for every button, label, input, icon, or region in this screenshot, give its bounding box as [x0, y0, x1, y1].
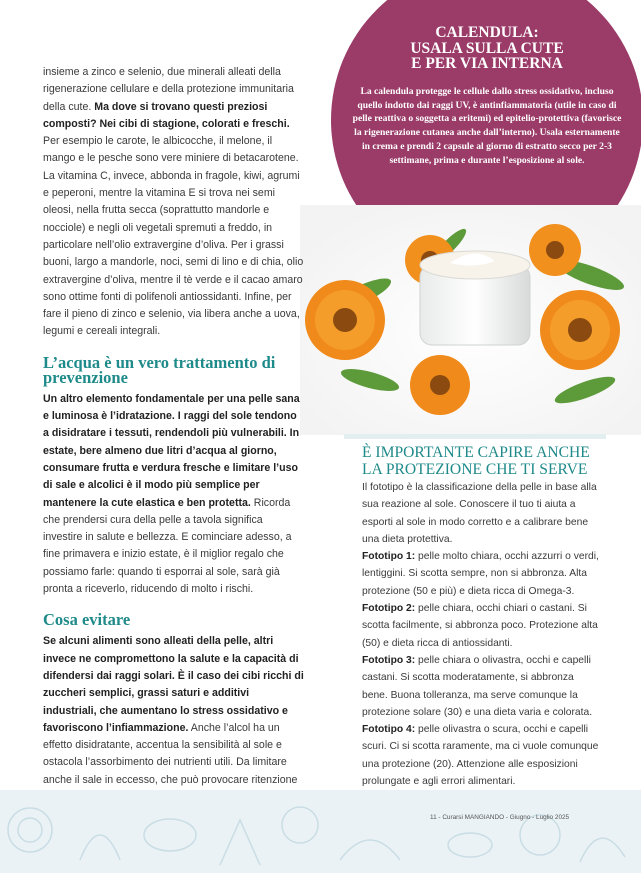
fototipo-4	[362, 721, 602, 790]
fototipo-3-label: Fototipo 3:	[362, 654, 416, 666]
paragraph-avoid-text: Anche l’alcol ha un effetto disidratante, accentua la sensibilità al sole e ostacola l’assorbimento dei nutrienti utili. Da limitare anche il sale in eccesso, che può provocare ritenzione	[43, 721, 298, 786]
fototipo-1-text: pelle molto chiara, occhi azzurri o verdi, lentiggini. Si scotta sempre, non si abbronza. Alta protezione (50 e più) e dieta ricca di Omega-3.	[362, 551, 599, 597]
page-footer: 11 - Curarsi MANGIANDO - Giugno - Luglio 2025	[430, 814, 570, 821]
cream-jar-flowers-image	[300, 205, 641, 435]
fototipo-2-text: pelle chiara, occhi chiari o castani. Si scotta facilmente, si abbronza poco. Protezione alta (50) e dieta ricca di antiossidanti.	[362, 603, 598, 649]
fototipo-3	[362, 652, 602, 721]
paragraph-intro-text-a: insieme a zinco e selenio, due minerali alleati della rigenerazione cellulare e della protezione immunitaria della cute.	[43, 66, 294, 113]
fototipo-intro: Il fototipo è la classificazione della pelle in base alla sua reazione al sole. Conoscere il tuo ti aiuta a esporti al sole in modo corretto e a calibrare bene una dieta protettiva.	[362, 482, 597, 545]
fototipo-1	[362, 548, 602, 600]
article-left-column	[43, 64, 305, 841]
fototipo-box-title: È IMPORTANTE CAPIRE ANCHE LA PROTEZIONE CHE TI SERVE	[362, 444, 590, 478]
paragraph-intro-bold: Ma dove si trovano questi preziosi composti? Nei cibi di stagione, colorati e freschi.	[43, 100, 290, 130]
fototipo-1-label: Fototipo 1:	[362, 551, 416, 563]
paragraph-water-bold: Un altro elemento fondamentale per una pelle sana e luminosa è l’idratazione. I raggi del sole tendono a disidratare i tessuti, rendendoli più vulnerabili. In estate, bere almeno due litri d’acqua al giorno, consumare frutta e verdura fresche e limitare l’uso di sale e alcolici è il modo più semplice per mantenere la cute elastica e ben protetta.	[43, 392, 300, 509]
fototipo-box-body	[362, 479, 602, 790]
cream-jar	[420, 251, 530, 345]
paragraph-water	[43, 391, 305, 599]
paragraph-avoid-bold: Se alcuni alimenti sono alleati della pelle, altri invece ne compromettono la salute e la capacità di difendersi dai raggi solari. È il caso dei cibi ricchi di zuccheri semplici, grassi saturi e additivi industriali, che aumentano lo stress ossidativo e favoriscono l’infiammazione.	[43, 635, 304, 734]
calendula-flower-right	[540, 290, 620, 370]
section-title-water: L’acqua è un vero trattamento di prevenzione	[43, 352, 276, 387]
footer-food-illustrations	[0, 790, 641, 873]
paragraph-intro	[43, 64, 305, 341]
fototipo-2-label: Fototipo 2:	[362, 603, 416, 615]
calendula-flower-top-right	[529, 224, 581, 276]
paragraph-intro-text-c: Per esempio le carote, le albicocche, il melone, il mango e le pesche sono vere miniere di betacarotene. La vitamina C, invece, abbonda in fragole, kiwi, agrumi e peperoni, mentre la vitamina E si trova nei semi oleosi, nella frutta secca (soprattutto mandorle e nocciole) e negli oli vegetali spremuti a freddo, in particolare nell’olio extravergine d’oliva. Per i grassi buoni, largo a mandorle, noci, semi di lino e di chia, olio extravergine d’oliva, mentre il tè verde e il cacao amaro sono ottime fonti di polifenoli antiossidanti. Infine, per fare il pieno di zinco e selenio, via libera anche a uova, legumi e cereali integrali.	[43, 135, 304, 338]
calendula-text: La calendula protegge le cellule dallo stress ossidativo, incluso quello indotto dai raggi UV, è antinfiammatoria (utile in caso di pelle reattiva o soggetta a eritemi) ed epitelio-protettiva (favorisce la rigenerazione cutanea anche dall’interno). Usala esternamente in crema e prendi 2 capsule al giorno di estratto secco per 2-3 settimane, prima e durante l’esposizione al sole.	[352, 86, 622, 166]
calendula-flower-bottom	[410, 355, 470, 415]
calendula-title-line-2: USALA SULLA CUTE	[410, 39, 564, 57]
fototipo-3-text: pelle chiara o olivastra, occhi e capelli castani. Si scotta moderatamente, si abbronza bene. Buona tolleranza, ma serve comunque la protezione solare (30) e una dieta varia e colorata.	[362, 654, 593, 718]
calendula-title-line-1: CALENDULA:	[435, 24, 539, 41]
footer-decorative-band	[0, 790, 641, 873]
fototipo-2	[362, 600, 602, 652]
calendula-flower-left	[305, 280, 385, 360]
fototipo-4-text: pelle olivastra o scura, occhi e capelli scuri. Ci si scotta raramente, ma ci vuole comunque una protezione (20). Attenzione alle esposizioni prolungate e agli errori alimentari.	[362, 724, 599, 788]
calendula-title	[331, 25, 641, 72]
calendula-title-line-3: E PER VIA INTERNA	[411, 55, 563, 72]
paragraph-water-text: Ricorda che prendersi cura della pelle a tavola significa investire in salute e bellezza. E cominciare adesso, a fine primavera e inizio estate, è il miglior regalo che possiamo farle: quando ti esporrai al sole, sarà già pronta a riceverlo, riducendo di molto i rischi.	[43, 496, 292, 596]
fototipo-4-label: Fototipo 4:	[362, 724, 416, 736]
section-title-avoid: Cosa evitare	[43, 610, 131, 630]
